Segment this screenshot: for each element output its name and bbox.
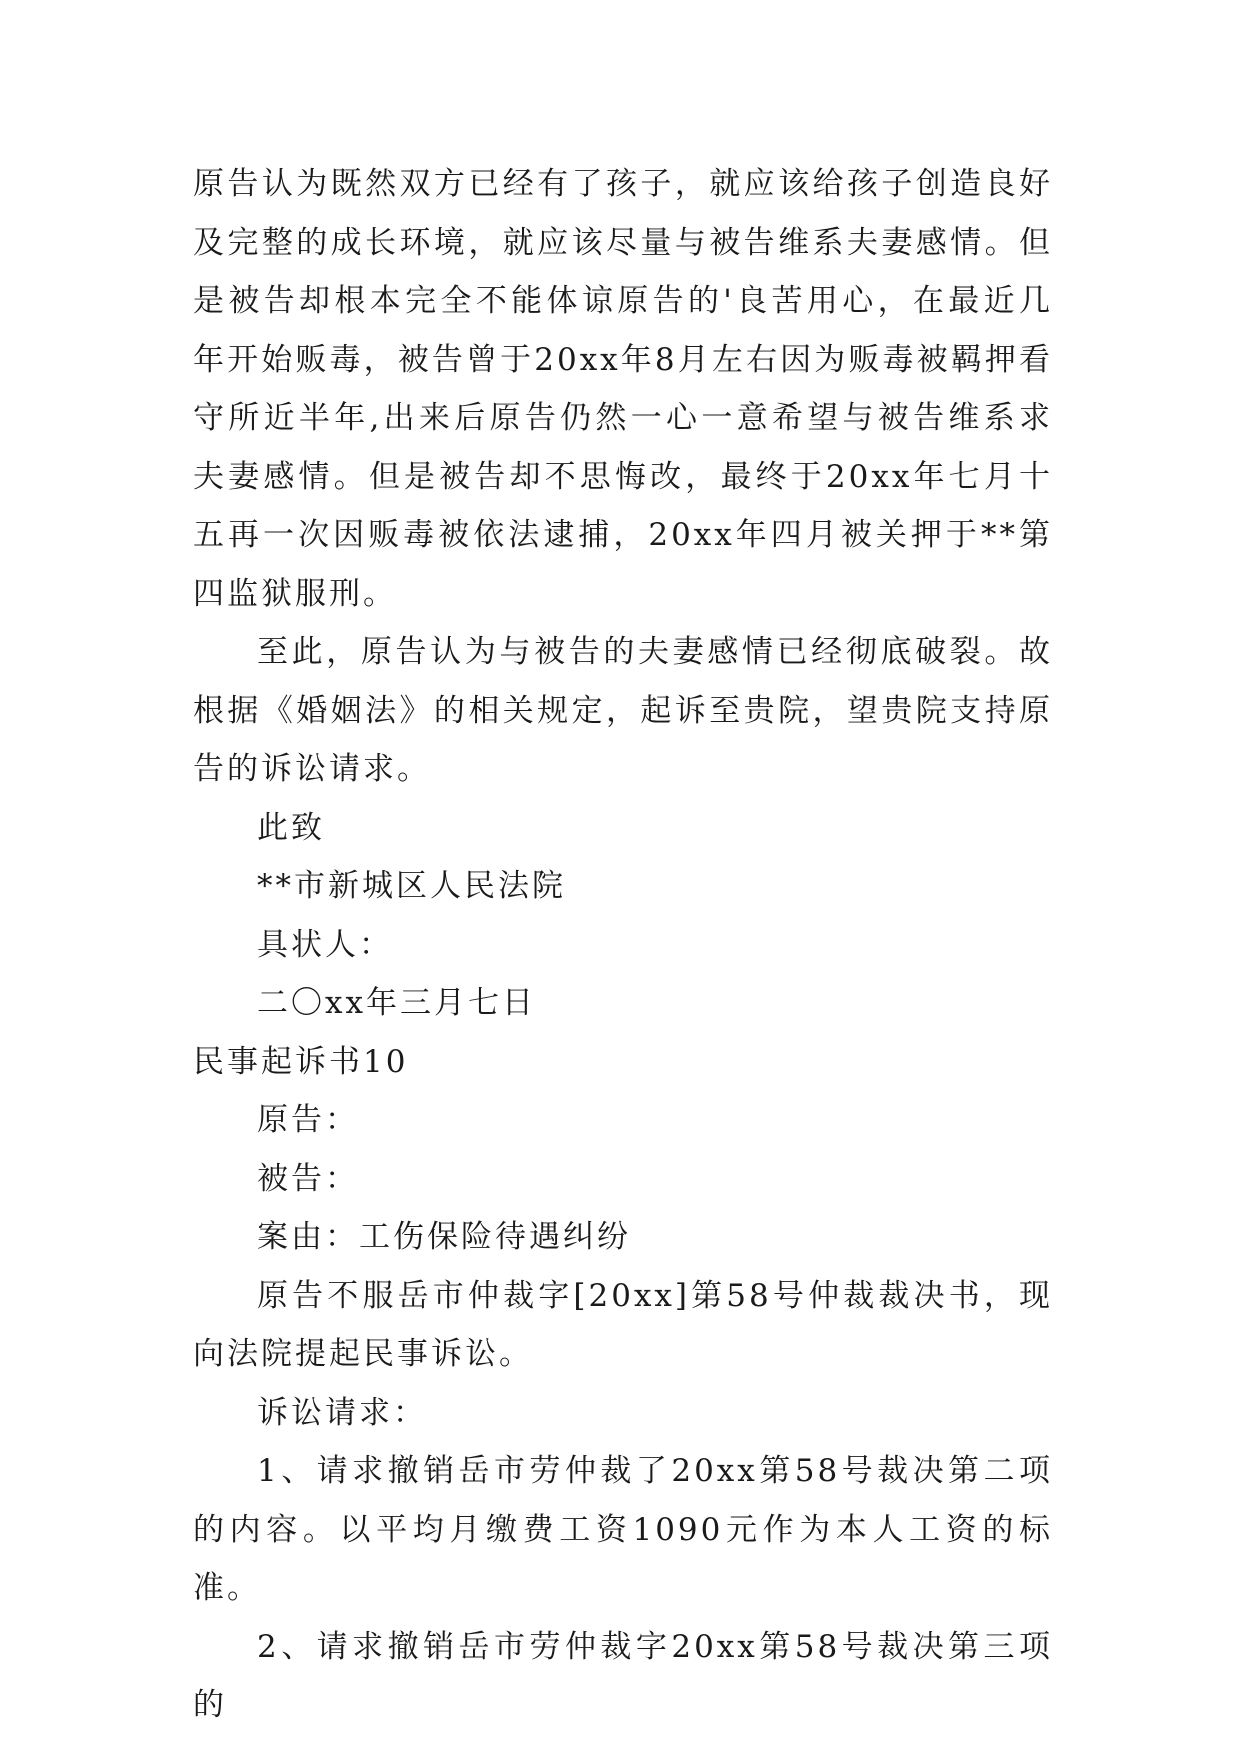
- claim-item-1: 1、请求撤销岳市劳仲裁了20xx第58号裁决第二项的内容。以平均月缴费工资1090元作为本人工资的标准。: [193, 1453, 1053, 1606]
- claim-item-2: 2、请求撤销岳市劳仲裁字20xx第58号裁决第三项的: [193, 1628, 1053, 1723]
- document-body: [193, 155, 1053, 1735]
- case-cause: 案由：工伤保险待遇纠纷: [257, 1219, 631, 1255]
- closing-salutation: 此致: [257, 809, 325, 846]
- claims-heading: 诉讼请求：: [257, 1394, 427, 1431]
- plaintiff-signature-label: 具状人：: [257, 926, 393, 963]
- court-name: **市新城区人民法院: [257, 868, 566, 904]
- paragraph-conclusion: 至此，原告认为与被告的夫妻感情已经彻底破裂。故根据《婚姻法》的相关规定，起诉至贵院，望贵院支持原告的诉讼请求。: [193, 634, 1053, 787]
- paragraph-appeal-statement: 原告不服岳市仲裁字[20xx]第58号仲裁裁决书，现向法院提起民事诉讼。: [193, 1277, 1053, 1372]
- document-date: 二〇xx年三月七日: [257, 985, 536, 1021]
- defendant-label: 被告：: [257, 1160, 359, 1197]
- paragraph-complaint-facts: 原告认为既然双方已经有了孩子，就应该给孩子创造良好及完整的成长环境，就应该尽量与被告维系夫妻感情。但是被告却根本完全不能体谅原告的'良苦用心，在最近几年开始贩毒，被告曾于20xx年8月左右因为贩毒被羁押看守所近半年,出来后原告仍然一心一意希望与被告维系求夫妻感情。但是被告却不思悔改，最终于20xx年七月十五再一次因贩毒被依法逮捕，20xx年四月被关押于**第四监狱服刑。: [193, 166, 1053, 612]
- section-title: 民事起诉书10: [193, 1043, 409, 1080]
- plaintiff-label: 原告：: [257, 1102, 359, 1138]
